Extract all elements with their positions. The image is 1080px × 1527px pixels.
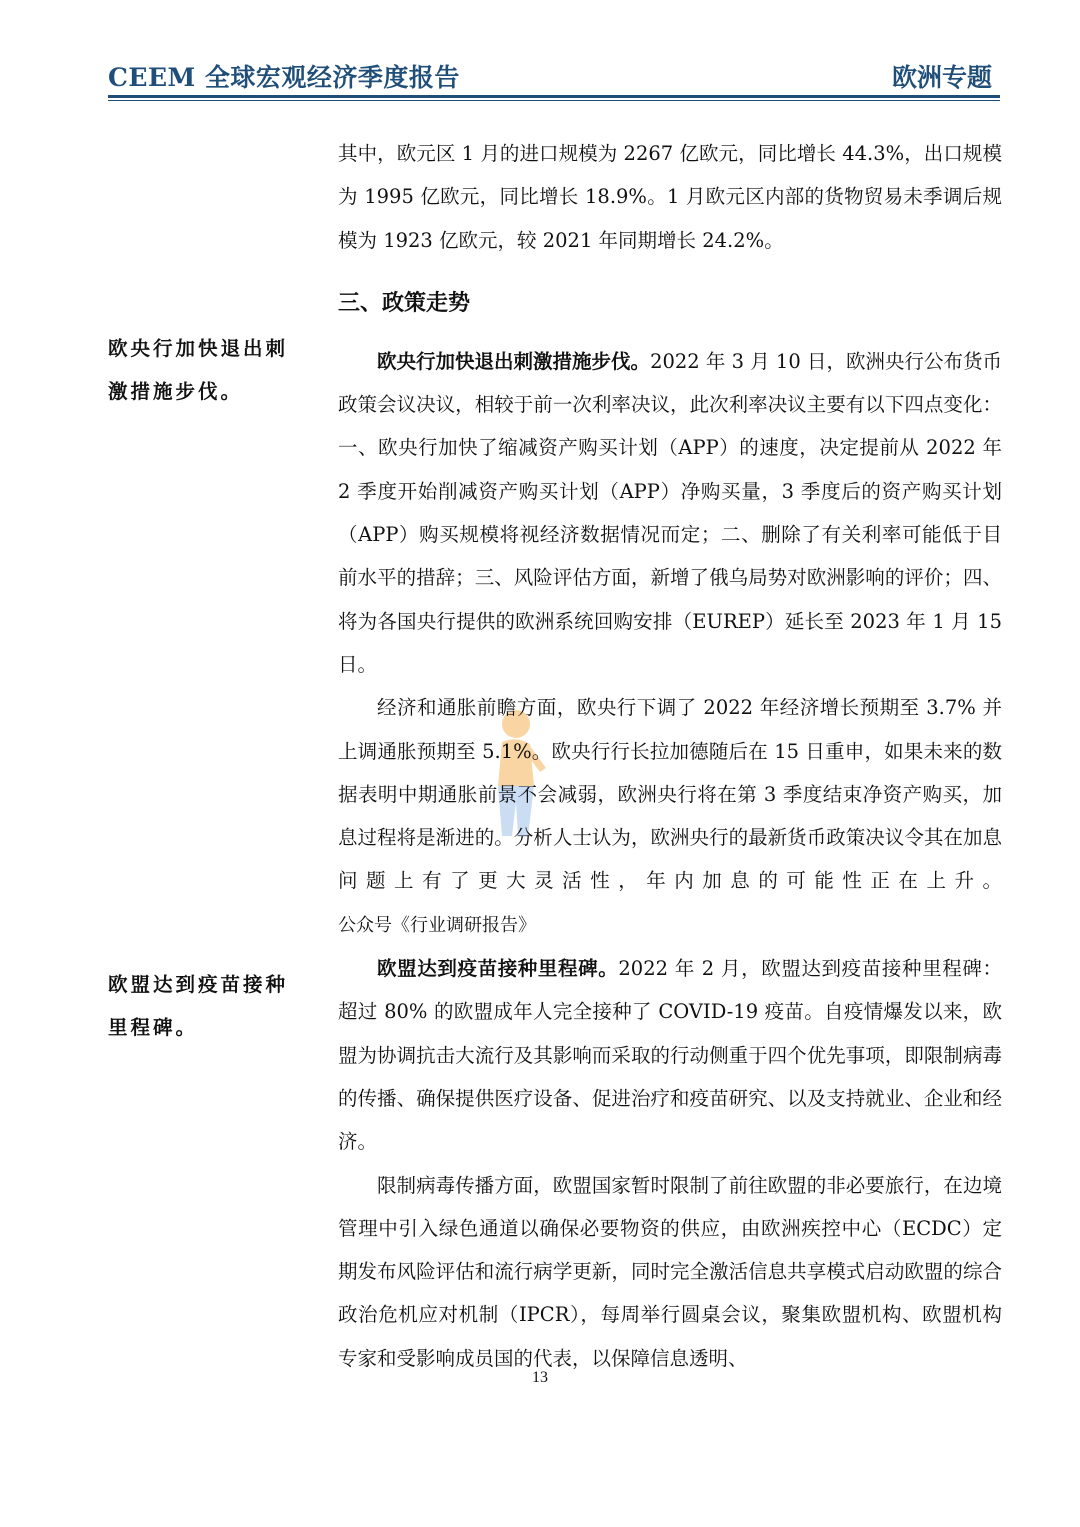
paragraph-vaccine (338, 947, 1002, 1163)
header-rule-thin (108, 100, 1000, 101)
paragraph-trade: 其中，欧元区 1 月的进口规模为 2267 亿欧元，同比增长 44.3%，出口规模为 1995 亿欧元，同比增长 18.9%。1 月欧元区内部的货物贸易未季调后规模为 1923 亿欧元，较 2021 年同期增长 24.2%。 (338, 142, 1002, 252)
margin-note-vaccine (108, 963, 308, 1049)
section-title: 欧洲专题 (891, 63, 992, 92)
paragraph-text: 2022 年 2 月，欧盟达到疫苗接种里程碑：超过 80% 的欧盟成年人完全接种了 COVID-19 疫苗。自疫情爆发以来，欧盟为协调抗击大流行及其影响而采取的行动侧重于四个优先事项，即限制病毒的传播、确保提供医疗设备、促进治疗和疫苗研究、以及支持就业、企业和经济。 (338, 957, 1002, 1154)
margin-note-ecb (108, 327, 308, 413)
page-number: 13 (532, 1369, 548, 1386)
page-header (108, 58, 1000, 96)
margin-note-line: 激措施步伐。 (108, 380, 244, 403)
wechat-credit: 公众号《行业调研报告》 (338, 914, 536, 936)
section-heading: 三、政策走势 (338, 290, 471, 316)
paragraph-lead: 欧盟达到疫苗接种里程碑。 (377, 957, 619, 981)
paragraph-virus-control: 限制病毒传播方面，欧盟国家暂时限制了前往欧盟的非必要旅行，在边境管理中引入绿色通道以确保必要物资的供应，由欧洲疾控中心（ECDC）定期发布风险评估和流行病学更新，同时完全激活信息共享模式启动欧盟的综合政治危机应对机制（IPCR），每周举行圆桌会议，聚集欧盟机构、欧盟机构专家和受影响成员国的代表，以保障信息透明、 (338, 1173, 1002, 1370)
paragraph-text: 2022 年 3 月 10 日，欧洲央行公布货币政策会议决议，相较于前一次利率决议，此次利率决议主要有以下四点变化：一、欧央行加快了缩减资产购买计划（APP）的速度，决定提前从 2022 年 2 季度开始削减资产购买计划（APP）净购买量，3 季度后的资产购买计划（APP）购买规模将视经济数据情况而定；二、删除了有关利率可能低于目前水平的措辞；三、风险评估方面，新增了俄乌局势对欧洲影响的评价；四、将为各国央行提供的欧洲系统回购安排（EUREP）延长至 2023 年 1 月 15 日。 (338, 349, 1002, 676)
paragraph-ecb-policy (338, 340, 1002, 686)
margin-note-line: 欧央行加快退出刺 (108, 337, 289, 360)
paragraph-lead: 欧央行加快退出刺激措施步伐。 (377, 349, 651, 373)
margin-note-line: 欧盟达到疫苗接种 (108, 973, 289, 996)
header-rule (108, 95, 1000, 98)
paragraph-text: 经济和通胀前瞻方面，欧央行下调了 2022 年经济增长预期至 3.7% 并上调通胀预期至 5.1%。欧央行行长拉加德随后在 15 日重申，如果未来的数据表明中期通胀前景不会减弱，欧洲央行将在第 3 季度结束净资产购买，加息过程将是渐进的。分析人士认为，欧洲央行的最新货币政策决议令其在加息问题上有了更大灵活性，年内加息的可能性正在上升。 (338, 696, 1002, 893)
margin-note-line: 里程碑。 (108, 1016, 199, 1039)
main-content (338, 132, 1002, 1380)
paragraph-outlook (338, 686, 1002, 947)
report-title: CEEM 全球宏观经济季度报告 (108, 63, 460, 92)
